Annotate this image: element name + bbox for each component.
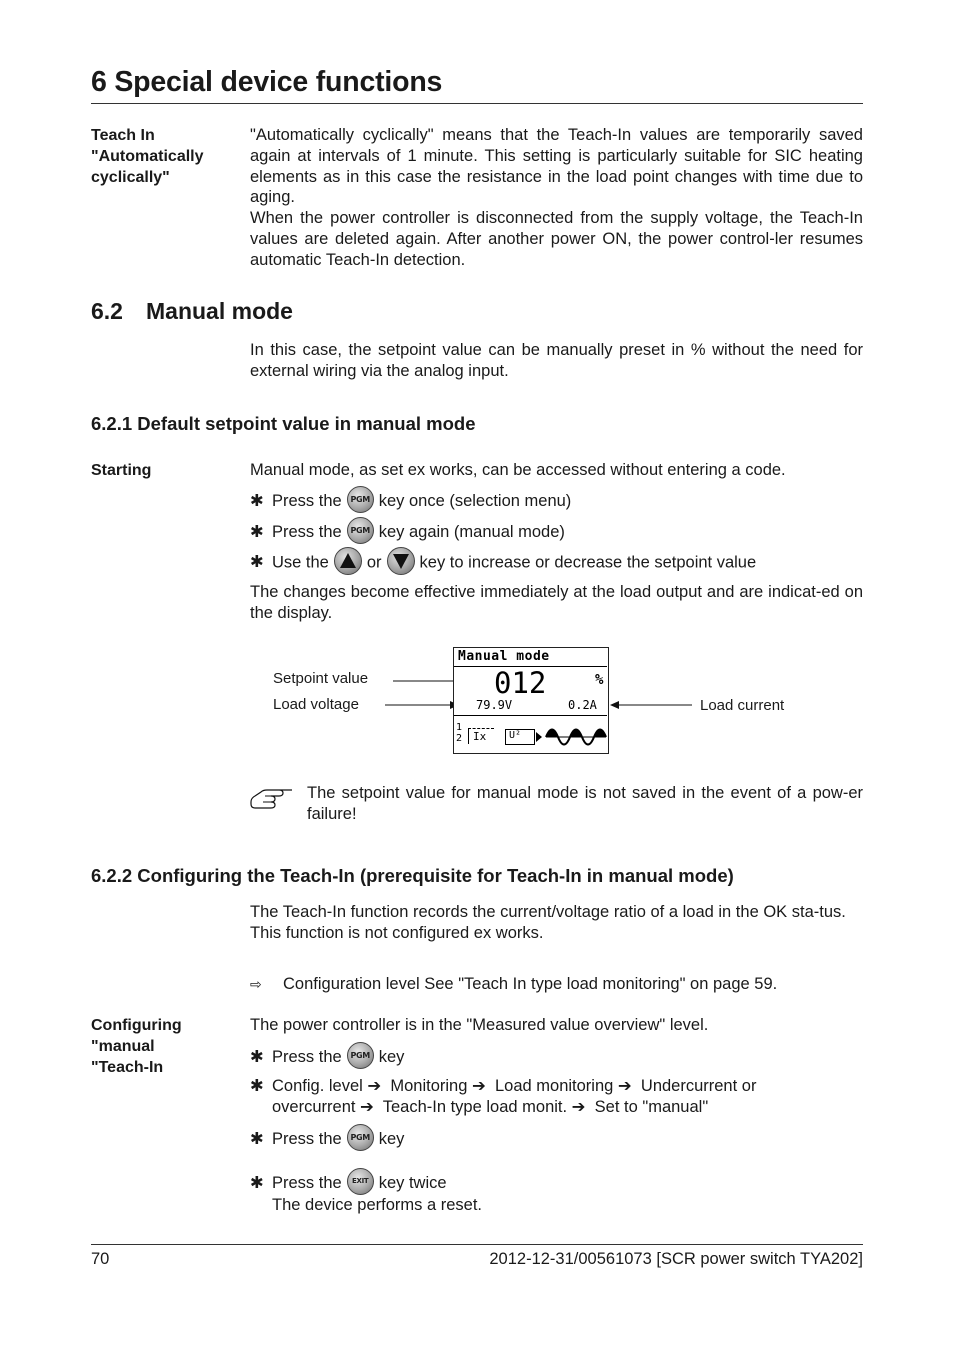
up-arrow-key-icon bbox=[334, 547, 362, 575]
config-step-menu-path bbox=[250, 1076, 756, 1118]
cross-reference bbox=[250, 974, 777, 995]
pgm-key-icon: PGM bbox=[347, 517, 374, 544]
label-setpoint-value: Setpoint value bbox=[273, 670, 369, 687]
changes-effective-text: The changes become effective immediately at the load output and are indicat-ed on the display. bbox=[250, 583, 863, 622]
bullet-asterisk: ✱ bbox=[250, 522, 264, 541]
step-text: key again (manual mode) bbox=[378, 522, 565, 541]
bullet-asterisk: ✱ bbox=[250, 1047, 264, 1066]
lcd-display bbox=[453, 647, 609, 754]
bullet-asterisk: ✱ bbox=[250, 491, 264, 510]
cross-reference-link[interactable]: Configuration level See "Teach In type load monitoring" on page 59. bbox=[283, 975, 778, 993]
side-label-starting: Starting bbox=[91, 462, 152, 479]
step-text: Press the bbox=[272, 1129, 342, 1148]
right-arrow-icon: ⇨ bbox=[250, 976, 262, 992]
footer-rule bbox=[91, 1244, 863, 1245]
lcd-waveform-icon bbox=[536, 724, 608, 750]
step-text: Config. level ➔ Monitoring ➔ Load monitoring ➔ Undercurrent or bbox=[272, 1077, 757, 1095]
step-text: Press the bbox=[272, 1047, 342, 1066]
step-text: or bbox=[366, 553, 382, 572]
lcd-unit: % bbox=[595, 672, 604, 688]
lcd-row-2: 2 bbox=[456, 733, 463, 744]
config-step-press-pgm bbox=[250, 1046, 404, 1069]
step-text: key bbox=[378, 1129, 405, 1148]
section-title: Manual mode bbox=[146, 298, 293, 324]
teach-in-auto-text bbox=[250, 125, 863, 271]
step-text: key once (selection menu) bbox=[378, 491, 572, 510]
paragraph: When the power controller is disconnected from the supply voltage, the Teach-In values are deleted again. After another power ON, the power control-ler resumes automatic Teach-In detection. bbox=[250, 209, 863, 269]
pgm-key-icon: PGM bbox=[347, 1042, 374, 1069]
step-press-pgm-again bbox=[250, 521, 565, 544]
side-label-line: cyclically" bbox=[91, 169, 170, 186]
step-text: key twice bbox=[378, 1173, 447, 1192]
lcd-divider bbox=[454, 715, 607, 716]
pointing-hand-icon bbox=[249, 784, 293, 810]
lcd-title: Manual mode bbox=[458, 649, 550, 664]
side-label-line: Configuring bbox=[91, 1017, 182, 1034]
side-label-line: "Automatically bbox=[91, 148, 204, 165]
paragraph: The Teach-In function records the current/voltage ratio of a load in the OK sta-tus. bbox=[250, 903, 846, 921]
bullet-asterisk: ✱ bbox=[250, 553, 264, 572]
exit-key-icon: EXIT bbox=[347, 1168, 374, 1195]
step-text: Press the bbox=[272, 491, 342, 510]
step-text: The device performs a reset. bbox=[272, 1196, 483, 1214]
config-step-press-exit bbox=[250, 1172, 482, 1216]
pgm-key-icon: PGM bbox=[347, 1124, 374, 1151]
step-text: Press the bbox=[272, 522, 342, 541]
section-heading-6-2-1: 6.2.1 Default setpoint value in manual mode bbox=[91, 413, 476, 434]
config-step-press-pgm-2 bbox=[250, 1128, 404, 1151]
paragraph: "Automatically cyclically" means that the Teach-In values are temporarily saved again at intervals of 1 minute. This setting is particularly suitable for SIC heating elements as in this case the resistance in the load point changes with time due to aging. bbox=[250, 126, 863, 207]
section-heading-6-2 bbox=[91, 298, 293, 325]
label-load-voltage: Load voltage bbox=[273, 696, 359, 713]
side-label-teach-in bbox=[91, 125, 241, 188]
page-number: 70 bbox=[91, 1250, 110, 1268]
label-load-current: Load current bbox=[700, 697, 785, 714]
paragraph: This function is not configured ex works. bbox=[250, 923, 544, 942]
lcd-ix-icon: Ix bbox=[468, 728, 494, 744]
bullet-asterisk: ✱ bbox=[250, 1077, 264, 1095]
lcd-row-1: 1 bbox=[456, 722, 463, 733]
bullet-asterisk: ✱ bbox=[250, 1173, 264, 1192]
starting-intro: Manual mode, as set ex works, can be accessed without entering a code. bbox=[250, 461, 786, 479]
manual-mode-intro: In this case, the setpoint value can be manually preset in % without the need for external wiring via the analog input. bbox=[250, 341, 863, 380]
chapter-title: 6 Special device functions bbox=[91, 66, 443, 98]
step-text: Use the bbox=[272, 553, 329, 572]
side-label-line: "Teach-In bbox=[91, 1059, 164, 1076]
teach-in-config-text bbox=[250, 902, 863, 944]
side-label-configuring bbox=[91, 1015, 241, 1078]
lcd-voltage: 79.9V bbox=[476, 698, 513, 712]
lcd-current: 0.2A bbox=[568, 698, 597, 712]
side-label-line: "manual bbox=[91, 1038, 155, 1055]
step-press-pgm-once bbox=[250, 490, 571, 513]
document-reference: 2012-12-31/00561073 [SCR power switch TYA202] bbox=[489, 1250, 863, 1268]
lcd-row-numbers bbox=[456, 722, 462, 744]
pgm-key-icon: PGM bbox=[347, 486, 374, 513]
lcd-setpoint: 012 bbox=[494, 666, 547, 700]
step-text: key bbox=[378, 1047, 405, 1066]
bullet-asterisk: ✱ bbox=[250, 1129, 264, 1148]
section-heading-6-2-2: 6.2.2 Configuring the Teach-In (prerequisite for Teach-In in manual mode) bbox=[91, 865, 734, 886]
step-text: overcurrent ➔ Teach-In type load monit. ➔ Set to "manual" bbox=[272, 1098, 709, 1116]
side-label-line: Teach In bbox=[91, 127, 155, 144]
step-use-arrows bbox=[250, 551, 756, 575]
step-text: key to increase or decrease the setpoint value bbox=[419, 553, 757, 572]
note-text: The setpoint value for manual mode is not saved in the event of a pow-er failure! bbox=[307, 784, 863, 823]
configuring-intro: The power controller is in the "Measured value overview" level. bbox=[250, 1016, 709, 1034]
header-rule bbox=[91, 103, 863, 104]
down-arrow-key-icon bbox=[387, 547, 415, 575]
section-number: 6.2 bbox=[91, 298, 123, 324]
step-text: Press the bbox=[272, 1173, 342, 1192]
lcd-u2-icon: U² bbox=[505, 729, 535, 745]
